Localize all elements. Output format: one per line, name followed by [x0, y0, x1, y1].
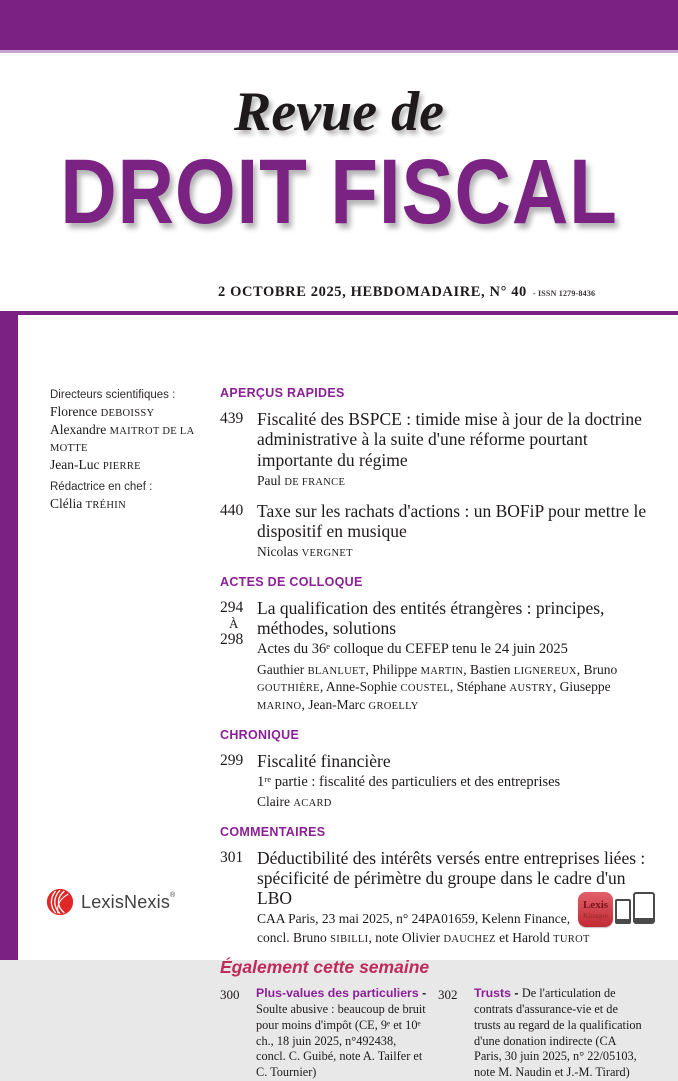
entry-subtitle: 1ʳᵉ partie : fiscalité des particuliers et des entreprises [257, 773, 561, 790]
section-heading-commentaires: COMMENTAIRES [220, 824, 326, 839]
entry-number: 299 [220, 751, 244, 769]
entry-case-reference: concl. Bruno SIBILLI, note Olivier DAUCHEZ et Harold TUROT [257, 929, 590, 945]
entry-number: 439 [220, 410, 244, 427]
entry-number-range: 294 À 298 [220, 598, 244, 649]
magazine-title-wrap [0, 141, 678, 243]
divider-rule [0, 311, 678, 315]
lexisnexis-sphere-icon [46, 888, 74, 916]
registered-mark: ® [170, 891, 176, 899]
entry-authors: Nicolas VERGNET [257, 544, 353, 560]
editorial-staff [50, 389, 225, 512]
table-of-contents [220, 386, 652, 1081]
entry-number: 440 [220, 501, 244, 519]
entry-title: Déductibilité des intérêts versés entre entreprises liées : spécificité de périmètre du groupe dans le cadre d'un LBO [257, 847, 646, 909]
entry-title: Taxe sur les rachats d'actions : un BOFiP pour mettre le dispositif en musique [257, 500, 647, 541]
director-name: Florence DEBOISSY [50, 404, 155, 419]
tablet-icon [633, 892, 655, 924]
lexisnexis-wordmark: LexisNexis® [81, 891, 176, 912]
entry-subtitle: Actes du 36ᵉ colloque du CEFEP tenu le 24 juin 2025 [257, 641, 568, 658]
entry-case-reference: CAA Paris, 23 mai 2025, n° 24PA01659, Kelenn Finance, [257, 910, 571, 926]
entry-authors: Gauthier BLANLUET, Philippe MARTIN, Bastien LIGNEREUX, Bruno GOUTHIÈRE, Anne-Sophie COUSTEL, Stéphane AUSTRY, Giuseppe MARINO, Jean-Marc GROELLY [257, 661, 618, 712]
also-entry [220, 986, 434, 1080]
section-heading-actes: ACTES DE COLLOQUE [220, 574, 363, 589]
left-accent-bar [0, 315, 18, 960]
director-name: Jean-Luc PIERRE [50, 457, 141, 473]
magazine-pretitle: Revue de [234, 81, 444, 143]
entry-number: 300 [220, 987, 240, 1003]
entry-authors: Claire ACARD [257, 794, 332, 810]
issn-number: - ISSN 1279-8436 [532, 289, 596, 298]
top-banner [0, 0, 678, 53]
section-heading-apercus: APERÇUS RAPIDES [220, 386, 345, 400]
lexis-kiosque-badge-icon: Lexis Kiosque [578, 892, 613, 927]
entry-text: Plus-values des particuliers - Soulte abusive : beaucoup de bruit pour moins d'impôt (CE, 9ᵉ et 10ᵉ ch., 18 juin 2025, n°492438, concl. C. Guibé, note A. Tailfer et C. Tournier) [256, 986, 427, 1080]
lexis-kiosque-app [578, 892, 655, 927]
toc-entry [220, 501, 652, 561]
entry-text: Trusts - De l'articulation de contrats d'assurance-vie et de trusts au regard de la qualification d'une donation indirecte (CA Paris, 30 juin 2025, n° 22/05103, note M. Naudin et J.-M. Tirard) [474, 986, 642, 1080]
editor-name: Clélia TRÉHIN [50, 495, 126, 511]
also-entry [438, 986, 652, 1080]
lexisnexis-logo [46, 888, 175, 916]
entry-title: La qualification des entités étrangères : principes, méthodes, solutions [257, 597, 605, 639]
toc-entry [220, 751, 652, 811]
director-name: Alexandre MAITROT DE LA MOTTE [50, 421, 194, 455]
also-this-week-heading: Également cette semaine [220, 957, 430, 978]
directors-label: Directeurs scientifiques : [50, 389, 176, 401]
entry-title: Fiscalité financière [257, 750, 391, 771]
toc-entry [220, 409, 652, 490]
mobile-devices-icon [615, 892, 655, 924]
section-heading-chronique: CHRONIQUE [220, 727, 300, 742]
toc-entry [220, 598, 652, 714]
entry-number: 302 [438, 987, 458, 1003]
also-this-week [220, 986, 652, 1080]
issue-date: 2 OCTOBRE 2025, HEBDOMADAIRE, N° 40 [218, 284, 527, 300]
issue-info [218, 284, 658, 301]
entry-title: Fiscalité des BSPCE : timide mise à jour de la doctrine administrative à la suite d'une réforme pourtant importante du régime [257, 409, 642, 470]
entry-authors: Paul DE FRANCE [257, 472, 346, 488]
entry-number: 301 [220, 848, 244, 866]
magazine-title: DROIT FISCAL [60, 141, 618, 243]
editor-label: Rédactrice en chef : [50, 480, 153, 493]
smartphone-icon [615, 899, 631, 924]
